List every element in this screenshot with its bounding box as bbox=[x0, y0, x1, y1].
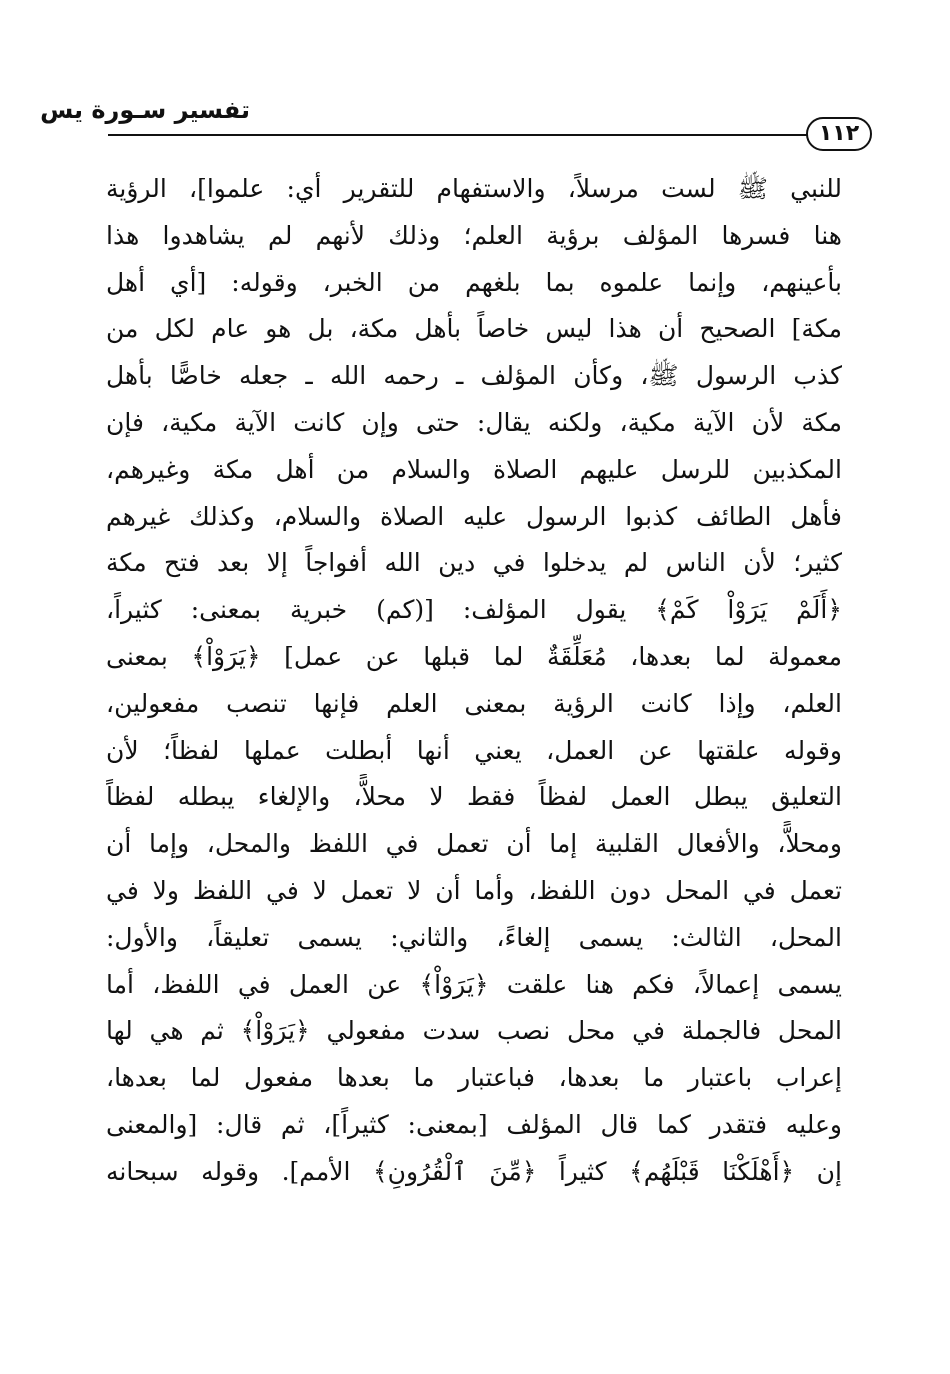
text-line: كذب الرسول ﷺ، وكأن المؤلف ـ رحمه الله ـ جعله خاصًّا بأهل bbox=[106, 361, 842, 391]
text-line: التعليق يبطل العمل لفظاً فقط لا محلاًّ، والإلغاء يبطله لفظاً bbox=[106, 782, 842, 812]
text-line: تعمل في المحل دون اللفظ، وأما أن لا تعمل لا في اللفظ ولا في bbox=[106, 875, 842, 905]
page-number-badge: ١١٢ bbox=[806, 117, 872, 151]
text-line: معمولة لما بعدها، مُعَلِّقَةٌ لما قبلها عن عمل] ﴿يَرَوْاْ﴾ بمعنى bbox=[106, 641, 842, 671]
text-line: ومحلاًّ، والأفعال القلبية إما أن تعمل في اللفظ والمحل، وإما أن bbox=[106, 829, 842, 859]
text-line: العلم، وإذا كانت الرؤية بمعنى العلم فإنها تنصب مفعولين، bbox=[106, 688, 842, 718]
text-line: إن ﴿أَهْلَكْنَا قَبْلَهُم﴾ كثيراً ﴿مِّنَ ٱلْقُرُونِ﴾ الأمم]. وقوله سبحانه bbox=[106, 1156, 842, 1186]
text-line: يسمى إعمالاً، فكم هنا علقت ﴿يَرَوْاْ﴾ عن العمل في اللفظ، أما bbox=[106, 969, 842, 999]
running-title: تفسير سـورة يس bbox=[40, 96, 250, 124]
header-rule bbox=[108, 134, 808, 136]
text-line: وعليه فتقدر كما قال المؤلف [بمعنى: كثيراً]، ثم قال: [والمعنى bbox=[106, 1109, 842, 1139]
text-line: ﴿أَلَمْ يَرَوْاْ كَمْ﴾ يقول المؤلف: [(كم) خبرية بمعنى: كثيراً، bbox=[106, 595, 842, 625]
body-text bbox=[106, 166, 842, 1196]
text-line: كثير؛ لأن الناس لم يدخلوا في دين الله أفواجاً إلا بعد فتح مكة bbox=[106, 548, 842, 578]
text-line: هنا فسرها المؤلف برؤية العلم؛ وذلك لأنهم لم يشاهدوا هذا bbox=[106, 220, 842, 250]
text-line: المحل فالجملة في محل نصب سدت مفعولي ﴿يَرَوْاْ﴾ ثم هي لها bbox=[106, 1016, 842, 1046]
text-line: إعراب باعتبار ما بعدها، فباعتبار ما بعدها مفعول لما بعدها، bbox=[106, 1063, 842, 1093]
text-line: وقوله علقتها عن العمل، يعني أنها أبطلت عملها لفظاً؛ لأن bbox=[106, 735, 842, 765]
text-line: مكة] الصحيح أن هذا ليس خاصاً بأهل مكة، بل هو عام لكل من bbox=[106, 314, 842, 344]
text-line: المحل، الثالث: يسمى إلغاءً، والثاني: يسمى تعليقاً، والأول: bbox=[106, 922, 842, 952]
text-line: مكة لأن الآية مكية، ولكنه يقال: حتى وإن كانت الآية مكية، فإن bbox=[106, 407, 842, 437]
text-line: للنبي ﷺ لست مرسلاً، والاستفهام للتقرير أي: علموا]، الرؤية bbox=[106, 174, 842, 203]
text-line: فأهل الطائف كذبوا الرسول عليه الصلاة والسلام، وكذلك غيرهم bbox=[106, 501, 842, 531]
text-line: بأعينهم، وإنما علموه بما بلغهم من الخبر، وقوله: [أي أهل bbox=[106, 267, 842, 297]
text-line: المكذبين للرسل عليهم الصلاة والسلام من أهل مكة وغيرهم، bbox=[106, 454, 842, 484]
